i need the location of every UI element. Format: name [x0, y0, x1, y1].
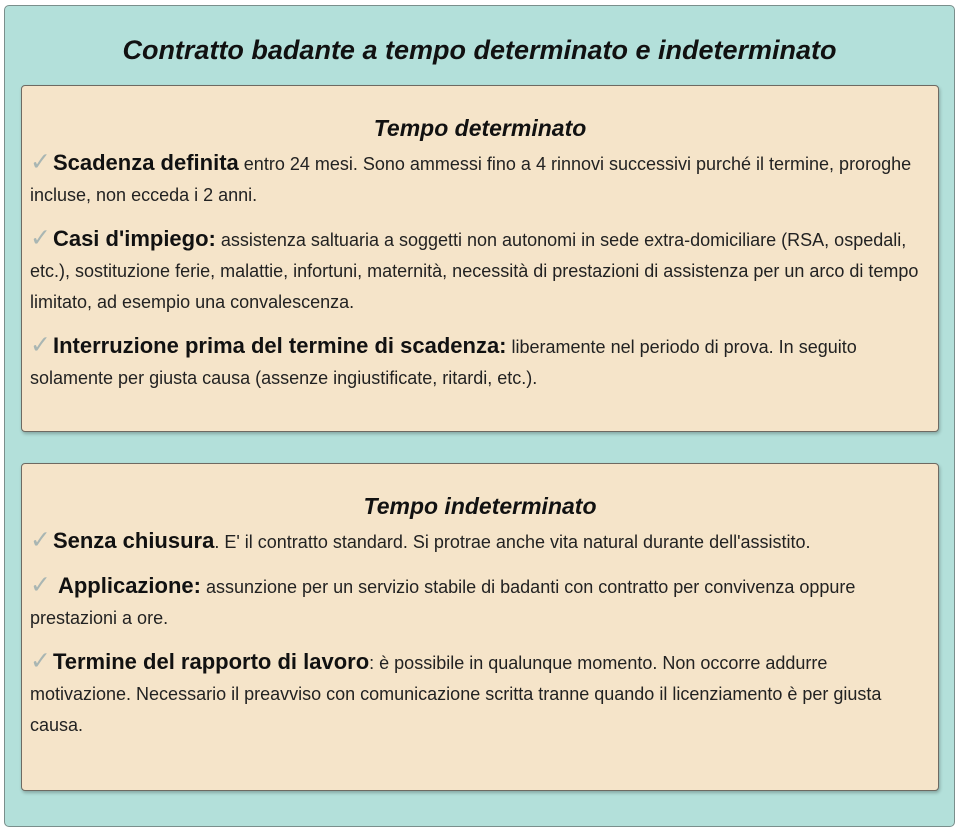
section-tempo-indeterminato [21, 463, 939, 791]
item-text: assunzione per un servizio stabile di badanti con contratto per convivenza oppure prestazioni a ore. [30, 577, 856, 628]
item-text: : è possibile in qualunque momento. Non occorre addurre motivazione. Necessario il preavviso con comunicazione scritta tranne quando il licenziamento è per giusta causa. [30, 653, 882, 735]
check-icon: ✓ [30, 330, 51, 359]
list-item [30, 146, 930, 211]
item-text: entro 24 mesi. Sono ammessi fino a 4 rinnovi successivi purché il termine, proroghe incluse, non ecceda i 2 anni. [30, 154, 912, 205]
list-item [30, 524, 930, 558]
section-title: Tempo determinato [373, 115, 587, 141]
item-text: assistenza saltuaria a soggetti non autonomi in sede extra-domiciliare (RSA, ospedali, etc.), sostituzione ferie, malattie, infortuni, maternità, necessità di prestazioni di assistenza per un arco di tempo limitato, ad esempio una convalescenza. [30, 230, 919, 312]
item-text: . E' il contratto standard. Si protrae anche vita natural durante dell'assistito. [214, 532, 811, 552]
item-text: liberamente nel periodo di prova. In seguito solamente per giusta causa (assenze ingiustificate, ritardi, etc.). [30, 337, 857, 388]
section-title: Tempo indeterminato [363, 493, 597, 519]
list-item [30, 329, 930, 394]
check-icon: ✓ [30, 646, 51, 675]
item-lead: Scadenza definita [52, 150, 239, 175]
list-item [30, 222, 930, 318]
list-item [30, 569, 930, 634]
check-icon: ✓ [30, 147, 51, 176]
check-icon: ✓ [30, 223, 51, 252]
item-lead: Casi d'impiego: [52, 226, 216, 251]
contract-info-panel [4, 5, 955, 827]
check-icon: ✓ [30, 570, 51, 599]
check-icon: ✓ [30, 525, 51, 554]
section-tempo-determinato [21, 85, 939, 432]
list-item [30, 645, 930, 741]
item-lead: Senza chiusura [52, 528, 215, 553]
page-title: Contratto badante a tempo determinato e indeterminato [122, 35, 837, 65]
item-lead: Interruzione prima del termine di scadenza: [52, 333, 507, 358]
item-lead: Applicazione: [57, 573, 201, 598]
item-lead: Termine del rapporto di lavoro [52, 649, 370, 674]
